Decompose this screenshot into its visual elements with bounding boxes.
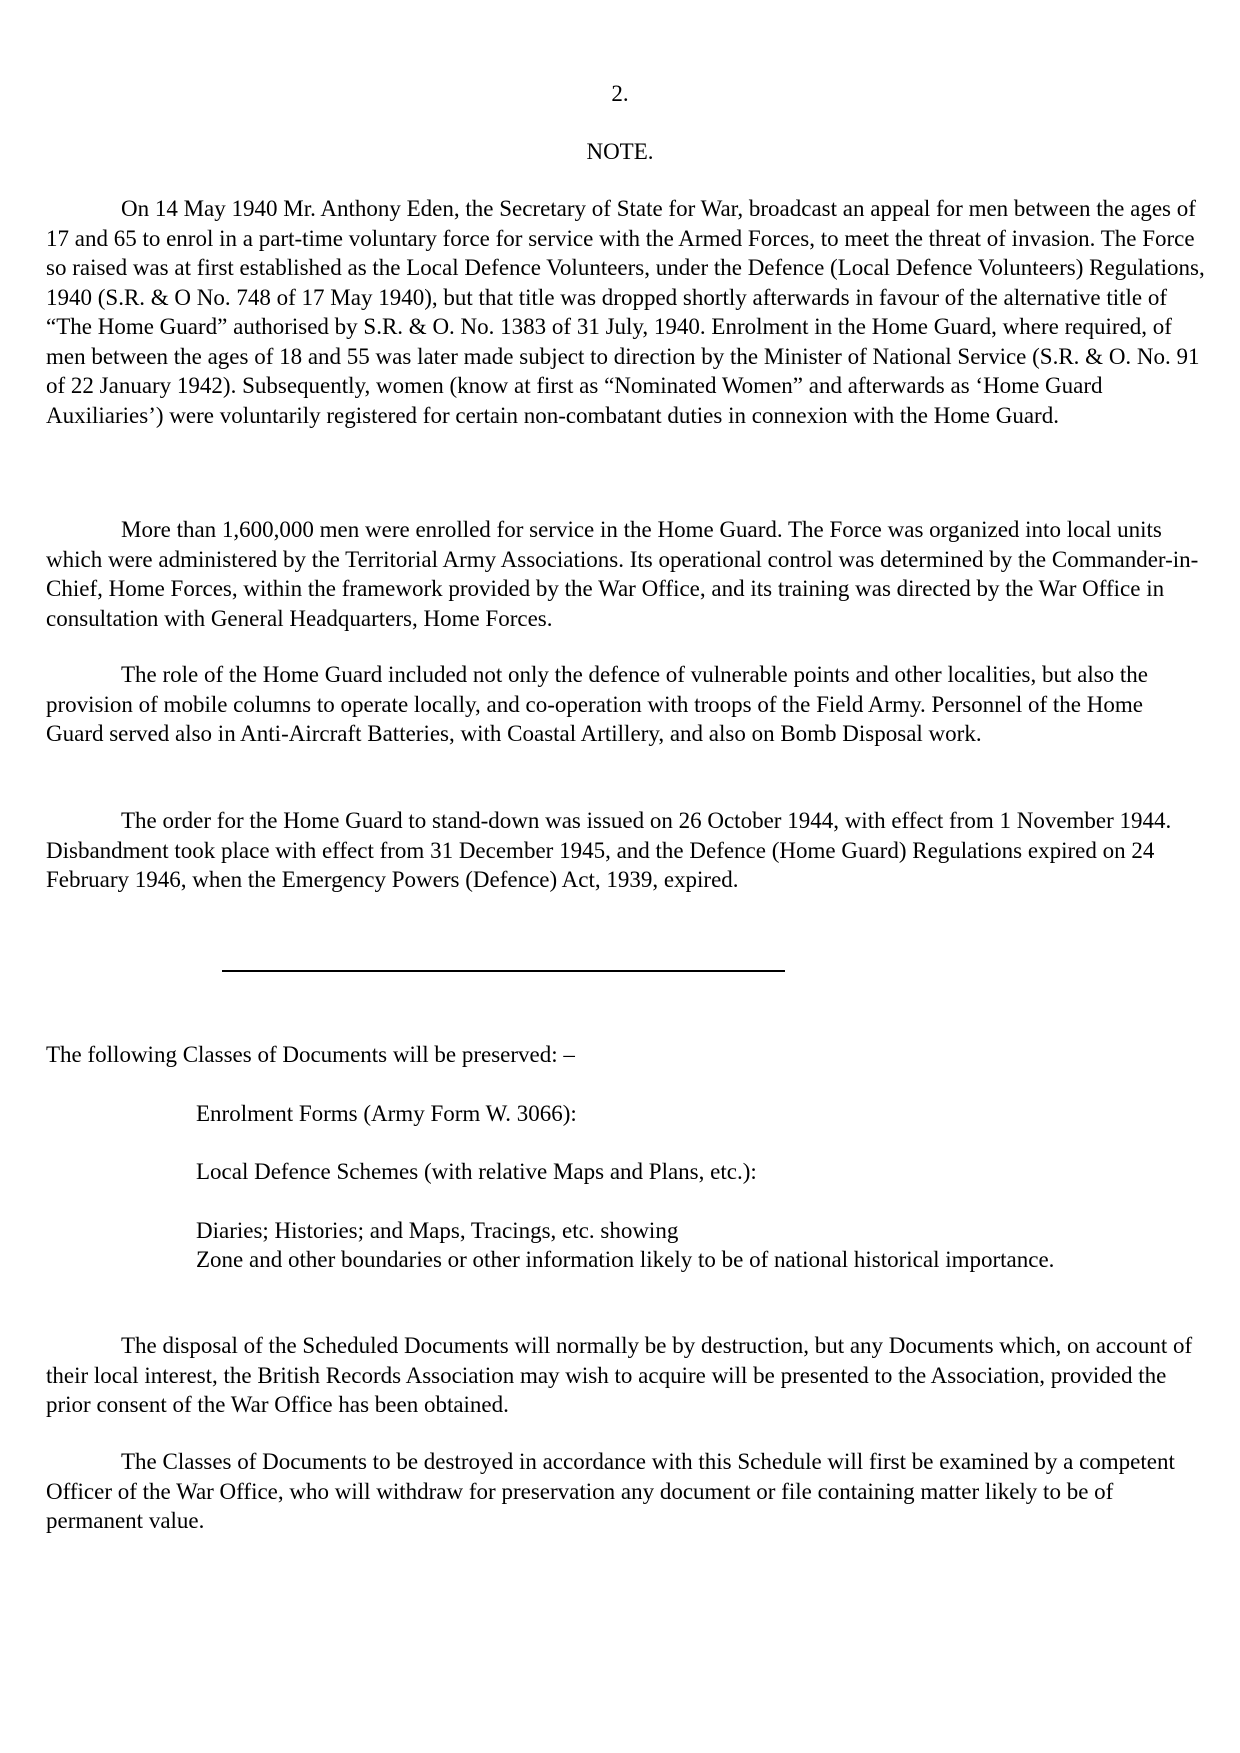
paragraph-home-guard-stand-down: The order for the Home Guard to stand-down was issued on 26 October 1944, with effect from 1 November 1944. Disbandment took place with effect from 31 December 1945, and the Defence (Home Guard) Regulations expired on 24 February 1946, when the Emergency Powers (Defence) Act, 1939, expired. [46, 808, 1172, 892]
paragraph-home-guard-enrolment: More than 1,600,000 men were enrolled for service in the Home Guard. The Force was organized into local units which were administered by the Territorial Army Associations. Its operational control was determined by the Commander-in-Chief, Home Forces, within the framework provided by the War Office, and its training was directed by the War Office in consultation with General Headquarters, Home Forces. [46, 517, 1199, 631]
preserved-item-enrolment-forms: Enrolment Forms (Army Form W. 3066): [196, 1101, 577, 1126]
paragraph-disposal: The disposal of the Scheduled Documents will normally be by destruction, but any Documents which, on account of their local interest, the British Records Association may wish to acquire will be presented to the Association, provided the prior consent of the War Office has been obtained. [46, 1333, 1193, 1417]
preserved-item-local-defence-schemes: Local Defence Schemes (with relative Maps and Plans, etc.): [196, 1159, 757, 1184]
page-number: 2. [611, 81, 629, 106]
preserved-intro: The following Classes of Documents will be preserved: – [46, 1042, 575, 1067]
preserved-item-diaries-continued: Zone and other boundaries or other information likely to be of national historical importance. [196, 1247, 1055, 1272]
paragraph-home-guard-role: The role of the Home Guard included not only the defence of vulnerable points and other localities, but also the provision of mobile columns to operate locally, and co-operation with troops of the Field Army. Personnel of the Home Guard served also in Anti-Aircraft Batteries, with Coastal Artillery, and also on Bomb Disposal work. [46, 662, 1149, 746]
paragraph-examination: The Classes of Documents to be destroyed in accordance with this Schedule will first be examined by a competent Officer of the War Office, who will withdraw for preservation any document or file containing matter likely to be of permanent value. [46, 1449, 1175, 1533]
note-heading: NOTE. [586, 139, 654, 164]
paragraph-home-guard-origin: On 14 May 1940 Mr. Anthony Eden, the Secretary of State for War, broadcast an appeal for men between the ages of 17 and 65 to enrol in a part-time voluntary force for service with the Armed Forces, to meet the threat of invasion. The Force so raised was at first established as the Local Defence Volunteers, under the Defence (Local Defence Volunteers) Regulations, 1940 (S.R. & O No. 748 of 17 May 1940), but that title was dropped shortly afterwards in favour of the alternative title of “The Home Guard” authorised by S.R. & O. No. 1383 of 31 July, 1940. Enrolment in the Home Guard, where required, of men between the ages of 18 and 55 was later made subject to direction by the Minister of National Service (S.R. & O. No. 91 of 22 January 1942). Subsequently, women (know at first as “Nominated Women” and afterwards as ‘Home Guard Auxiliaries’) were voluntarily registered for certain non-combatant duties in connexion with the Home Guard. [46, 196, 1205, 428]
section-divider [222, 970, 785, 972]
preserved-item-diaries: Diaries; Histories; and Maps, Tracings, etc. showing [196, 1218, 679, 1243]
